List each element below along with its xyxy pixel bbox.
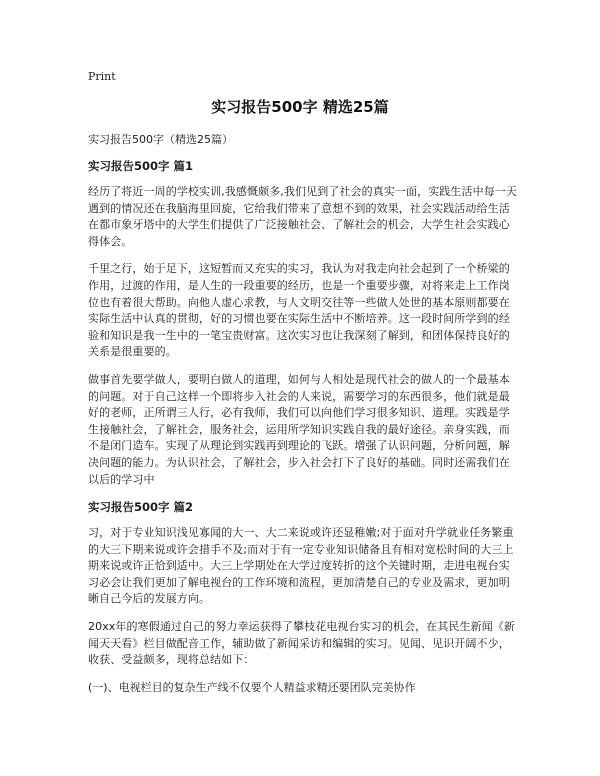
paragraph: 做事首先要学做人，要明白做人的道理，如何与人相处是现代社会的做人的一个最基本的问题。对于自己这样一个即将步入社会的人来说，需要学习的东西很多，他们就是最好的老师，正所谓三人行，必有我师，我们可以向他们学习很多知识、道理。实践是学生接触社会，了解社会，服务社会，运用所学知识实践自我的最好途径。亲身实践，而不是闭门造车。实现了从理论到实践再到理论的飞跃。增强了认识问题，分析问题，解决问题的能力。为认识社会，了解社会，步入社会打下了良好的基础。同时还需我们在以后的学习中 <box>88 372 510 486</box>
paragraph: 20xx年的寒假通过自己的努力幸运获得了攀枝花电视台实习的机会，在其民生新闻《新闻天天看》栏目做配音工作，辅助做了新闻采访和编辑的实习。见闻、见识开阔不少，收获、受益颇多，现将总结如下： <box>88 620 516 667</box>
document-body <box>88 132 520 696</box>
document-title: 实习报告500字 精选25篇 <box>211 98 389 116</box>
paragraph: 习，对于专业知识浅见寡闻的大一、大二来说或许还显稚嫩;对于面对升学就业任务繁重的大三下期来说或许会措手不及;而对于有一定专业知识储备且有相对宽松时间的大三上期来说或许正恰到适中。大三上学期处在大学过度转折的这个关键时期，走进电视台实习必会让我们更加了解电视台的工作环境和流程，更加清楚自己的专业及需求，更加明晰自己今后的发展方向。 <box>88 526 514 606</box>
paragraph: 经历了将近一周的学校实训,我感慨颇多,我们见到了社会的真实一面，实践生活中每一天遇到的情况还在我脑海里回旋，它给我们带来了意想不到的效果，社会实践活动给生活在都市象牙塔中的大学生们提供了广泛接触社会、了解社会的机会，大学生社会实践心得体会。 <box>88 185 517 248</box>
document-subtitle: 实习报告500字（精选25篇） <box>88 133 233 146</box>
print-link[interactable]: Print <box>88 70 116 83</box>
section-heading: 实习报告500字 篇2 <box>88 500 194 515</box>
list-item: (一)、电视栏目的复杂生产线不仅要个人精益求精还要团队完美协作 <box>88 680 416 694</box>
paragraph: 千里之行，始于足下，这短暂而又充实的实习，我认为对我走向社会起到了一个桥梁的作用，过渡的作用，是人生的一段重要的经历，也是一个重要步骤，对将来走上工作岗位也有着很大帮助。向他人虚心求教，与人文明交往等一些做人处世的基本原则都要在实际生活中认真的贯彻，好的习惯也要在实际生活中不断培养。这一段时间所学到的经验和知识是我一生中的一笔宝贵财富。这次实习也让我深刻了解到，和团体保持良好的关系是很重要的。 <box>88 262 510 359</box>
section-heading: 实习报告500字 篇1 <box>88 159 194 173</box>
